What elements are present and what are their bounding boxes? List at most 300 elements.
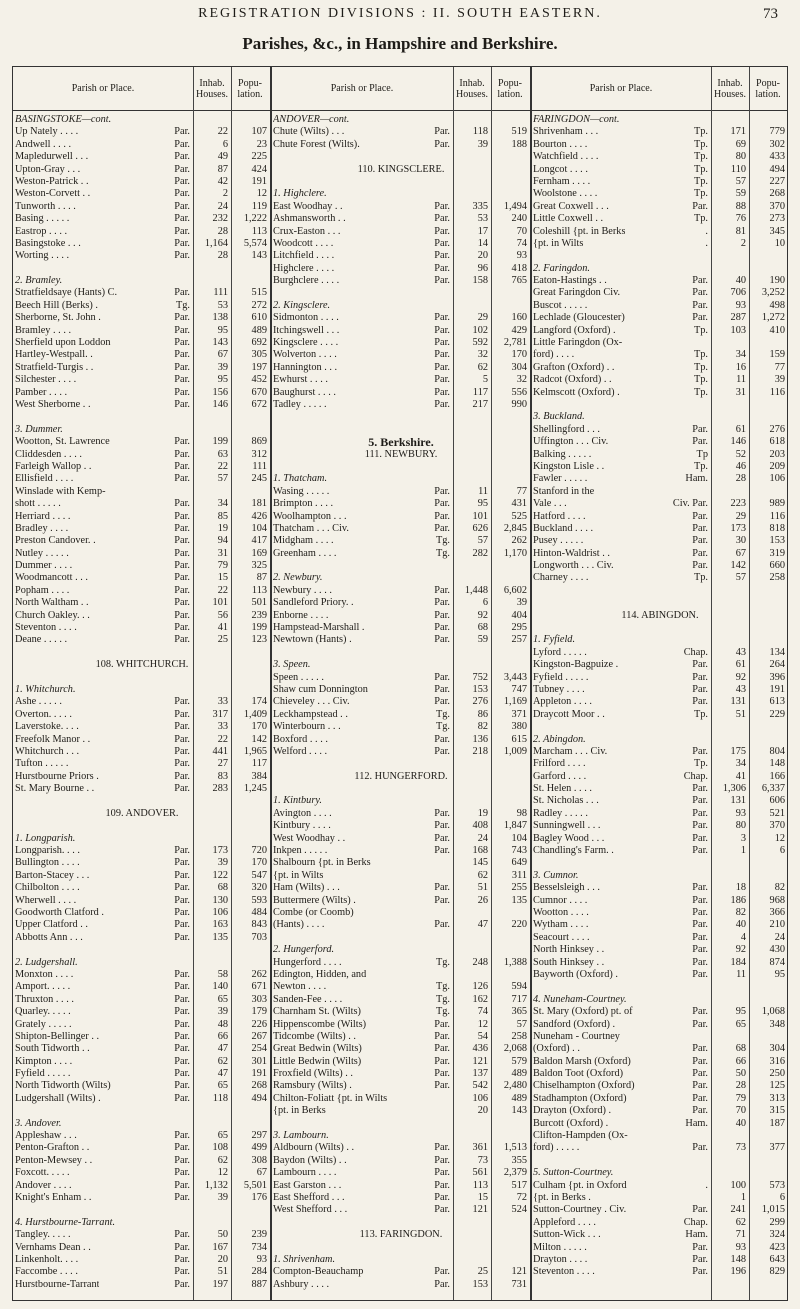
place-type: Par. — [692, 795, 708, 807]
houses-value: 25 — [217, 634, 228, 646]
place-type: Tp. — [693, 758, 708, 770]
place-type: Par. — [174, 696, 190, 708]
houses-value: 103 — [730, 324, 746, 336]
place-type: Par. — [692, 423, 708, 435]
houses-value: 39 — [217, 1006, 228, 1018]
population-value: 143 — [251, 250, 267, 262]
heading-text: 3. Andover. — [15, 1117, 62, 1129]
section-heading — [533, 114, 787, 126]
population-value: 209 — [769, 460, 785, 472]
place-type: Par. — [434, 1154, 450, 1166]
spacer — [533, 622, 787, 634]
district-heading — [15, 808, 269, 820]
population-value: 519 — [511, 126, 527, 138]
place-type: Par. — [174, 213, 190, 225]
table-row — [533, 486, 787, 498]
population-value — [749, 1031, 787, 1043]
place-type: Par. — [174, 733, 190, 745]
place-name: Fernham . . . . — [533, 175, 591, 187]
place-type: Par. — [174, 882, 190, 894]
spacer — [273, 783, 529, 795]
spacer — [273, 176, 529, 188]
population-value: 272 — [251, 299, 267, 311]
population-value: 743 — [511, 845, 527, 857]
place-name: Kingston Lisle . . — [533, 460, 605, 472]
population-value: 95 — [774, 968, 785, 980]
population-value: 501 — [251, 597, 267, 609]
place-type: Par. — [434, 398, 450, 410]
table-row — [273, 238, 529, 250]
population-value: 1,009 — [503, 745, 527, 757]
table-row — [15, 523, 269, 535]
houses-value: 156 — [212, 386, 228, 398]
table-row — [533, 213, 787, 225]
houses-value: 248 — [472, 956, 488, 968]
table-row — [15, 1080, 269, 1092]
population-value: 573 — [769, 1179, 785, 1191]
houses-value: 142 — [730, 560, 746, 572]
place-type: Par. — [174, 1092, 190, 1104]
place-type: Par. — [692, 275, 708, 287]
table-row — [15, 969, 269, 981]
place-name: Bourton . . . . — [533, 138, 588, 150]
heading-text: 2. Abingdon. — [533, 733, 586, 745]
population-value: 210 — [769, 919, 785, 931]
place-name: {pt. in Berks — [273, 1105, 326, 1117]
houses-value: 48 — [217, 1018, 228, 1030]
population-value: 345 — [769, 225, 785, 237]
houses-value: 65 — [217, 1080, 228, 1092]
houses-value: 43 — [735, 683, 746, 695]
place-name: Ashe . . . . . — [15, 696, 62, 708]
population-value: 703 — [251, 931, 267, 943]
place-type: Ham. — [685, 473, 708, 485]
population-value: 239 — [251, 609, 267, 621]
houses-value: 82 — [735, 907, 746, 918]
place-type: Chap. — [683, 646, 708, 658]
population-value: 303 — [251, 993, 267, 1005]
houses-value: 41 — [735, 770, 746, 782]
place-name: Hatford . . . . — [533, 510, 586, 522]
houses-value: 106 — [212, 907, 228, 918]
houses-value: 100 — [730, 1179, 746, 1191]
table-row — [273, 734, 529, 746]
population-value — [231, 486, 269, 498]
population-value — [491, 969, 529, 981]
place-type: Par. — [434, 807, 450, 819]
table-row — [15, 932, 269, 944]
place-type: Par. — [434, 1278, 450, 1290]
table-row — [273, 957, 529, 969]
place-name: Sunningwell . . . — [533, 820, 601, 832]
place-name: North Tidworth (Wilts) — [15, 1080, 111, 1092]
houses-value: 287 — [730, 312, 746, 324]
table-row — [533, 1006, 787, 1018]
houses-value: 162 — [472, 993, 488, 1005]
place-name: Beech Hill (Berks) . — [15, 299, 98, 311]
population-value: 1,965 — [243, 745, 267, 757]
place-type: Par. — [434, 894, 450, 906]
table-row — [533, 1080, 787, 1092]
spacer — [15, 795, 269, 807]
place-name: Radcot (Oxford) . . — [533, 374, 612, 386]
table-row — [533, 696, 787, 708]
houses-value: 41 — [217, 622, 228, 634]
table-row — [533, 808, 787, 820]
spacer — [273, 411, 529, 423]
column-2 — [273, 114, 529, 1296]
place-type: Par. — [174, 1006, 190, 1018]
place-name: Speen . . . . . — [273, 671, 324, 683]
table-row — [273, 523, 529, 535]
table-row — [273, 201, 529, 213]
place-type: Par. — [174, 745, 190, 757]
place-type: Par. — [692, 1080, 708, 1092]
houses-value: 34 — [735, 758, 746, 770]
table-row — [15, 1056, 269, 1068]
place-type: Par. — [434, 324, 450, 336]
place-name: Fyfield . . . . . — [533, 671, 589, 683]
spacer — [15, 1105, 269, 1117]
population-value: 57 — [516, 1018, 527, 1030]
table-row — [533, 882, 787, 894]
houses-value: 94 — [217, 535, 228, 547]
place-name: Brimpton . . . . — [273, 498, 334, 510]
population-value: 426 — [251, 510, 267, 522]
houses-value: 1 — [740, 1191, 746, 1203]
place-name: Pusey . . . . . — [533, 535, 584, 547]
population-value: 396 — [769, 671, 785, 683]
population-value: 734 — [251, 1241, 267, 1253]
section-heading — [273, 188, 529, 200]
population-value: 989 — [769, 498, 785, 510]
houses-value: 106 — [472, 1092, 488, 1104]
houses-value: 88 — [735, 200, 746, 212]
houses-value: 167 — [212, 1241, 228, 1253]
place-type: Par. — [434, 312, 450, 324]
place-name: Monxton . . . . — [15, 968, 74, 980]
table-row — [533, 820, 787, 832]
place-name: Cliddesden . . . . — [15, 448, 82, 460]
place-name: Basing . . . . . — [15, 213, 70, 225]
place-name: shott . . . . . — [15, 498, 61, 510]
population-value: 179 — [251, 1006, 267, 1018]
houses-value: 82 — [477, 721, 488, 733]
place-type: Par. — [174, 968, 190, 980]
population-value: 106 — [769, 473, 785, 485]
place-name: East Shefford . . . — [273, 1191, 345, 1203]
population-value: 423 — [769, 1241, 785, 1253]
place-name: Shellingford . . . — [533, 423, 600, 435]
place-name: Upton-Gray . . . — [15, 163, 81, 175]
population-value: 181 — [251, 498, 267, 510]
houses-value — [453, 969, 491, 981]
heading-text: 3. Buckland. — [533, 411, 585, 423]
place-type: Par. — [174, 460, 190, 472]
spacer — [15, 672, 269, 684]
houses-value: 276 — [472, 696, 488, 708]
place-name: Uffington . . . Civ. — [533, 436, 609, 448]
houses-value: 59 — [477, 634, 488, 646]
place-name: Wherwell . . . . — [15, 894, 77, 906]
population-value: 6,602 — [503, 584, 527, 596]
table-row — [273, 634, 529, 646]
place-name: Hungerford . . . . — [273, 956, 342, 968]
houses-value: 95 — [477, 498, 488, 510]
place-name: Midgham . . . . — [273, 535, 334, 547]
houses-value: 706 — [730, 287, 746, 299]
population-value: 169 — [251, 547, 267, 559]
houses-value: 53 — [477, 213, 488, 225]
population-value: 267 — [251, 1030, 267, 1042]
table-row — [273, 696, 529, 708]
houses-value: 16 — [735, 361, 746, 373]
population-value: 968 — [769, 894, 785, 906]
table-row — [15, 250, 269, 262]
houses-value: 752 — [472, 671, 488, 683]
spacer — [273, 151, 529, 163]
place-name: Frilford . . . . — [533, 758, 586, 770]
place-name: Stratfieldsaye (Hants) C. — [15, 287, 118, 299]
place-type: Par. — [692, 956, 708, 968]
population-value: 366 — [769, 907, 785, 918]
table-row — [533, 1105, 787, 1117]
table-row — [273, 1068, 529, 1080]
heading-text: 5. Sutton-Courtney. — [533, 1167, 614, 1179]
place-name: Up Nately . . . . — [15, 126, 79, 138]
place-type: Par. — [174, 572, 190, 584]
table-row — [533, 1031, 787, 1043]
table-row — [15, 461, 269, 473]
houses-value: 63 — [217, 448, 228, 460]
table-row — [533, 672, 787, 684]
houses-value: 51 — [477, 882, 488, 894]
population-value: 1,222 — [243, 213, 267, 225]
spacer — [273, 932, 529, 944]
place-type: Tp. — [693, 324, 708, 336]
table-row — [273, 907, 529, 919]
population-value: 166 — [769, 770, 785, 782]
houses-value: 62 — [477, 361, 488, 373]
population-value: 433 — [769, 151, 785, 163]
spacer — [15, 820, 269, 832]
place-type: Tg. — [175, 299, 190, 311]
place-type: Par. — [692, 882, 708, 894]
population-value: 615 — [511, 733, 527, 745]
table-row — [15, 201, 269, 213]
place-type: Tp. — [693, 151, 708, 163]
place-type: Tg. — [435, 993, 450, 1005]
heading-text: 2. Ludgershall. — [15, 956, 78, 968]
spacer — [533, 597, 787, 609]
place-name: Hurstbourne-Tarrant — [15, 1278, 100, 1290]
place-type: Par. — [434, 522, 450, 534]
houses-value: 92 — [735, 944, 746, 956]
population-value: 429 — [511, 324, 527, 336]
place-name: Chute (Wilts) . . . — [273, 126, 345, 138]
population-value: 320 — [251, 882, 267, 894]
place-name: Sutton-Wick . . . — [533, 1229, 601, 1241]
population-value: 765 — [511, 275, 527, 287]
place-name: Boxford . . . . — [273, 733, 328, 745]
place-name: Enborne . . . . — [273, 609, 329, 621]
table-row — [15, 337, 269, 349]
houses-value: 14 — [477, 237, 488, 249]
houses-value: 92 — [735, 671, 746, 683]
houses-value: 1 — [740, 845, 746, 857]
place-type: Par. — [174, 1080, 190, 1092]
houses-value: 80 — [735, 151, 746, 163]
table-row — [273, 263, 529, 275]
population-value: 489 — [511, 1068, 527, 1080]
place-type: Par. — [174, 584, 190, 596]
houses-value: 122 — [212, 869, 228, 881]
spacer — [273, 647, 529, 659]
houses-value: 59 — [735, 188, 746, 200]
place-name: Eastrop . . . . — [15, 225, 68, 237]
population-value: 268 — [769, 188, 785, 200]
table-row — [273, 672, 529, 684]
table-row — [533, 647, 787, 659]
table-row — [533, 659, 787, 671]
houses-value: 15 — [477, 1191, 488, 1203]
place-name: Winslade with Kemp- — [15, 485, 106, 497]
place-type: Par. — [692, 671, 708, 683]
heading-text: 1. Shrivenham. — [273, 1253, 336, 1265]
population-value: 170 — [511, 349, 527, 361]
population-value: 312 — [251, 448, 267, 460]
houses-value: 110 — [730, 163, 746, 175]
place-type: Par. — [434, 374, 450, 386]
houses-value: 146 — [212, 398, 228, 410]
place-type: Par. — [692, 547, 708, 559]
section-heading — [273, 795, 529, 807]
place-name: Worting . . . . — [15, 250, 70, 262]
houses-value: 65 — [735, 1018, 746, 1030]
place-type: Par. — [174, 597, 190, 609]
population-value: 187 — [769, 1117, 785, 1129]
spacer — [533, 1155, 787, 1167]
population-value: 524 — [511, 1204, 527, 1216]
houses-value: 51 — [735, 708, 746, 720]
table-row — [273, 882, 529, 894]
table-row — [273, 548, 529, 560]
houses-value: 39 — [477, 138, 488, 150]
table-row — [273, 597, 529, 609]
place-name: Ludgershall (Wilts) . — [15, 1092, 101, 1104]
place-type: Par. — [692, 1055, 708, 1067]
houses-value: 39 — [217, 361, 228, 373]
houses-value: 32 — [477, 349, 488, 361]
population-value: 191 — [251, 1068, 267, 1080]
place-type: Par. — [174, 1130, 190, 1142]
place-name: Cumnor . . . . — [533, 894, 588, 906]
population-value: 431 — [511, 498, 527, 510]
population-value: 257 — [511, 634, 527, 646]
houses-value: 6 — [222, 138, 228, 150]
houses-value: 335 — [472, 200, 488, 212]
table-row — [273, 1093, 529, 1105]
place-type: Par. — [434, 919, 450, 931]
table-row — [15, 981, 269, 993]
heading-text: 1. Fyfield. — [533, 634, 576, 646]
population-value: 404 — [511, 609, 527, 621]
houses-value: 65 — [217, 993, 228, 1005]
table-row — [15, 287, 269, 299]
houses-value: 47 — [477, 919, 488, 931]
place-name: Culham {pt. in Oxford — [533, 1179, 627, 1191]
houses-value: 93 — [735, 1241, 746, 1253]
place-name: Bradley . . . . — [15, 522, 69, 534]
place-name: Whitchurch . . . — [15, 745, 80, 757]
table-row — [533, 449, 787, 461]
place-name: Buttermere (Wilts) . — [273, 894, 356, 906]
table-row — [15, 585, 269, 597]
population-value: 107 — [251, 126, 267, 138]
place-name: Hippenscombe (Wilts) — [273, 1018, 367, 1030]
place-name: St. Mary Bourne . . — [15, 783, 95, 795]
houses-value: 121 — [472, 1204, 488, 1216]
place-type: Par. — [692, 1105, 708, 1117]
population-value: 276 — [769, 423, 785, 435]
table-row — [15, 882, 269, 894]
place-name: Chandling's Farm. . — [533, 845, 614, 857]
place-name: Woodcott . . . . — [273, 237, 334, 249]
section-heading — [15, 833, 269, 845]
population-value: 521 — [769, 807, 785, 819]
houses-value: 108 — [212, 1142, 228, 1154]
population-value: 295 — [511, 622, 527, 634]
place-name: Penton-Mewsey . . — [15, 1154, 93, 1166]
place-name: Stadhampton (Oxford) — [533, 1092, 627, 1104]
place-type: Par. — [174, 783, 190, 795]
table-row — [533, 932, 787, 944]
place-type: Par. — [174, 919, 190, 931]
houses-value: 71 — [735, 1229, 746, 1241]
population-value: 299 — [769, 1216, 785, 1228]
place-type: Par. — [692, 1006, 708, 1018]
houses-value: 22 — [217, 584, 228, 596]
place-type: Par. — [174, 535, 190, 547]
houses-value: 79 — [735, 1092, 746, 1104]
houses-value: 19 — [477, 807, 488, 819]
place-name: Faccombe . . . . — [15, 1266, 78, 1278]
table-row — [273, 312, 529, 324]
houses-value: 93 — [735, 807, 746, 819]
table-row — [273, 585, 529, 597]
place-name: Wootton . . . . — [533, 907, 589, 918]
place-type: Tp. — [693, 349, 708, 361]
place-type: Par. — [174, 1253, 190, 1265]
table-row — [273, 610, 529, 622]
houses-value: 50 — [217, 1229, 228, 1241]
heading-text: 113. FARINGDON. — [359, 1229, 443, 1241]
heading-text: 1. Whitchurch. — [15, 683, 76, 695]
population-value: 515 — [251, 287, 267, 299]
table-row — [15, 721, 269, 733]
population-value: 1,068 — [761, 1006, 785, 1018]
houses-value: 62 — [477, 869, 488, 881]
table-row — [15, 610, 269, 622]
place-type: Par. — [174, 151, 190, 163]
population-value: 316 — [769, 1055, 785, 1067]
table-row — [533, 151, 787, 163]
place-name: Bagley Wood . . . — [533, 832, 605, 844]
table-row — [273, 374, 529, 386]
place-type: Par. — [174, 510, 190, 522]
spacer — [15, 263, 269, 275]
houses-value: 153 — [472, 1278, 488, 1290]
